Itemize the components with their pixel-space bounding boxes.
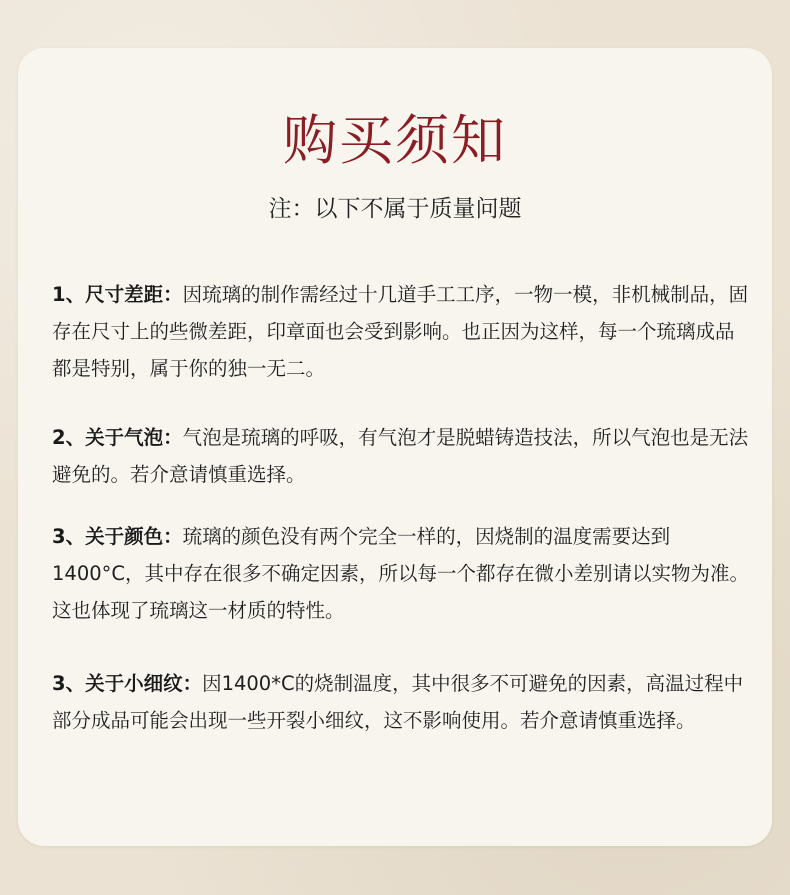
page-subtitle: 注：以下不属于质量问题 — [268, 196, 522, 222]
note-size-difference — [52, 276, 752, 387]
note-text: 气泡是琉璃的呼吸，有气泡才是脱蜡铸造技法，所以气泡也是无法避免的。若介意请慎重选择。 — [52, 426, 749, 486]
note-heading: 3、关于颜色： — [52, 525, 183, 548]
note-color — [52, 518, 752, 629]
note-text: 因1400*C的烧制温度，其中很多不可避免的因素，高温过程中部分成品可能会出现一些开裂小细纹，这不影响使用。若介意请慎重选择。 — [52, 672, 744, 732]
note-text: 因琉璃的制作需经过十几道手工工序，一物一模，非机械制品，固存在尺寸上的些微差距，印章面也会受到影响。也正因为这样，每一个琉璃成品都是特别，属于你的独一无二。 — [52, 283, 749, 380]
note-fine-cracks — [52, 665, 752, 739]
note-text: 琉璃的颜色没有两个完全一样的，因烧制的温度需要达到1400°C，其中存在很多不确定因素，所以每一个都存在微小差别请以实物为准。这也体现了琉璃这一材质的特性。 — [52, 525, 749, 622]
page-title: 购买须知 — [283, 109, 507, 172]
note-heading: 3、关于小细纹： — [52, 672, 203, 695]
note-heading: 1、尺寸差距： — [52, 283, 183, 306]
note-bubbles — [52, 419, 752, 493]
note-heading: 2、关于气泡： — [52, 426, 183, 449]
